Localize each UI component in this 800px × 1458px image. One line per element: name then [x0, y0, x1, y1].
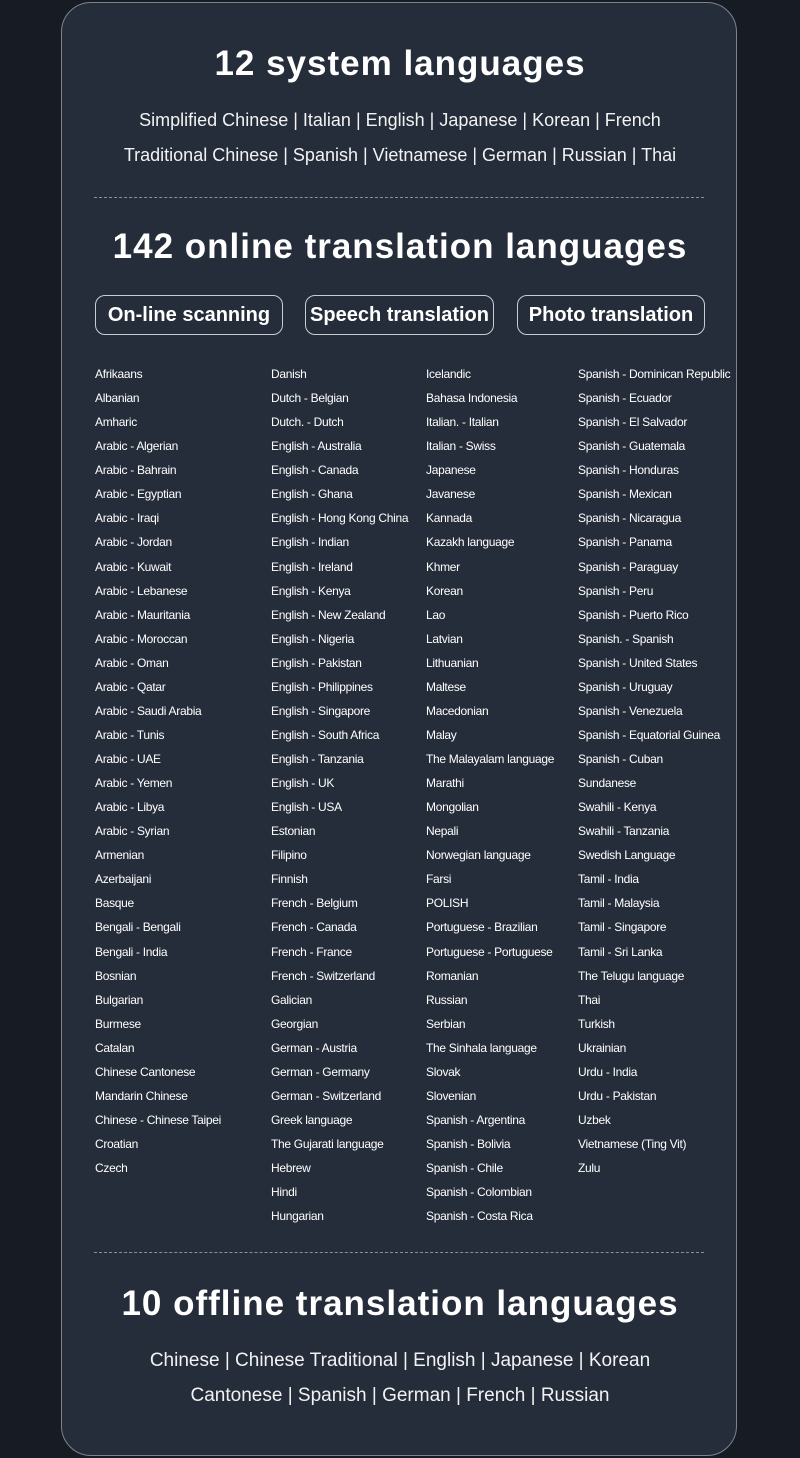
- language-item: Bengali - Bengali: [95, 920, 181, 935]
- language-item: Javanese: [426, 487, 475, 502]
- language-item: Korean: [426, 583, 463, 598]
- language-item: Icelandic: [426, 367, 471, 381]
- language-item: Urdu - India: [578, 1064, 638, 1079]
- language-item: Spanish - Panama: [578, 535, 672, 550]
- language-item: The Gujarati language: [271, 1137, 384, 1151]
- language-column-2: [271, 362, 408, 1228]
- language-item: French - France: [271, 944, 352, 959]
- language-item: Tamil - Malaysia: [578, 896, 660, 911]
- language-item: Arabic - Qatar: [95, 679, 166, 694]
- language-item: Spanish - Guatemala: [578, 439, 686, 454]
- language-item: Slovak: [426, 1064, 461, 1079]
- language-item: Kannada: [426, 511, 472, 526]
- language-item: Latvian: [426, 631, 463, 646]
- language-item: The Telugu language: [578, 968, 685, 983]
- language-item: Bahasa Indonesia: [426, 391, 518, 406]
- language-column-4: [578, 362, 730, 1180]
- language-item: Spanish - Chile: [426, 1161, 503, 1176]
- language-item: Dutch. - Dutch: [271, 415, 344, 430]
- language-item: Nepali: [426, 824, 459, 839]
- language-item: English - USA: [271, 800, 342, 815]
- language-item: Spanish - Uruguay: [578, 679, 673, 694]
- language-item: Danish: [271, 367, 307, 381]
- language-item: Bengali - India: [95, 944, 168, 959]
- language-item: English - UK: [271, 776, 335, 791]
- language-item: Romanian: [426, 968, 479, 983]
- language-item: English - Ireland: [271, 559, 353, 574]
- language-item: English - Singapore: [271, 703, 371, 718]
- language-item: English - Australia: [271, 439, 362, 454]
- language-item: Mongolian: [426, 800, 479, 815]
- language-item: Maltese: [426, 679, 466, 694]
- language-item: Spanish - Honduras: [578, 463, 679, 478]
- language-item: Italian - Swiss: [426, 439, 496, 454]
- language-item: Arabic - Syrian: [95, 824, 170, 839]
- language-item: Estonian: [271, 824, 316, 839]
- language-item: Thai: [578, 992, 601, 1007]
- language-item: Tamil - Singapore: [578, 920, 667, 935]
- language-item: Spanish - Peru: [578, 583, 654, 598]
- language-item: German - Germany: [271, 1064, 370, 1079]
- language-item: Slovenian: [426, 1088, 477, 1103]
- system-languages-title: 12 system languages: [214, 44, 586, 83]
- language-item: English - Philippines: [271, 679, 373, 694]
- language-item: Bosnian: [95, 968, 137, 983]
- language-item: English - Nigeria: [271, 631, 354, 646]
- language-item: English - South Africa: [271, 727, 380, 742]
- language-item: Spanish - Bolivia: [426, 1137, 511, 1151]
- language-item: Arabic - Kuwait: [95, 559, 172, 574]
- offline-languages-line-1: Chinese | Chinese Traditional | English | Japanese | Korean: [149, 1350, 651, 1371]
- language-item: Hungarian: [271, 1209, 324, 1224]
- language-item: Arabic - Moroccan: [95, 631, 188, 646]
- language-item: Armenian: [95, 848, 144, 863]
- language-item: Spanish - Equatorial Guinea: [578, 727, 720, 742]
- language-item: Georgian: [271, 1016, 318, 1031]
- language-item: Spanish - Dominican Republic: [578, 367, 731, 381]
- language-item: Spanish - Cuban: [578, 752, 663, 766]
- language-item: Spanish - Nicaragua: [578, 511, 682, 526]
- offline-languages-title: 10 offline translation languages: [121, 1284, 679, 1323]
- language-item: English - Tanzania: [271, 752, 364, 766]
- language-item: Spanish - Venezuela: [578, 703, 683, 718]
- language-item: Zulu: [578, 1161, 601, 1176]
- language-item: Hebrew: [271, 1161, 311, 1176]
- language-item: Sundanese: [578, 776, 637, 791]
- language-item: Farsi: [426, 872, 452, 887]
- language-item: Basque: [95, 896, 134, 911]
- dashed-divider: [94, 1252, 704, 1253]
- language-item: Amharic: [95, 415, 137, 430]
- system-languages-line-1: Simplified Chinese | Italian | English | Japanese | Korean | French: [139, 110, 661, 130]
- language-item: English - Pakistan: [271, 655, 362, 670]
- language-item: English - Hong Kong China: [271, 511, 409, 526]
- speech-translation-button[interactable]: Speech translation: [305, 295, 494, 335]
- system-languages-line-2: Traditional Chinese | Spanish | Vietnamese | German | Russian | Thai: [123, 145, 677, 165]
- language-item: Albanian: [95, 391, 140, 406]
- language-item: Turkish: [578, 1016, 615, 1031]
- dashed-divider: [94, 197, 704, 198]
- language-item: Uzbek: [578, 1112, 611, 1127]
- language-item: Arabic - Yemen: [95, 776, 173, 791]
- language-item: Spanish - El Salvador: [578, 415, 688, 430]
- language-item: Spanish - Colombian: [426, 1185, 532, 1200]
- language-item: Arabic - Lebanese: [95, 583, 188, 598]
- language-item: Arabic - Saudi Arabia: [95, 703, 202, 718]
- language-item: English - Indian: [271, 535, 349, 550]
- language-item: Macedonian: [426, 703, 489, 718]
- language-item: Chinese Cantonese: [95, 1064, 196, 1079]
- language-item: Russian: [426, 992, 468, 1007]
- language-item: Arabic - Iraqi: [95, 511, 159, 526]
- language-item: POLISH: [426, 896, 469, 911]
- language-item: Arabic - Bahrain: [95, 463, 177, 478]
- offline-languages-line-2: Cantonese | Spanish | German | French | Russian: [190, 1385, 610, 1406]
- language-item: Norwegian language: [426, 848, 531, 863]
- language-item: Lao: [426, 607, 446, 622]
- language-item: Czech: [95, 1161, 128, 1176]
- language-column-3: [426, 362, 554, 1228]
- language-item: Serbian: [426, 1016, 466, 1031]
- language-item: Arabic - Tunis: [95, 727, 165, 742]
- language-item: Spanish - Costa Rica: [426, 1209, 533, 1224]
- language-item: Arabic - UAE: [95, 752, 161, 766]
- language-item: Japanese: [426, 463, 476, 478]
- language-item: French - Belgium: [271, 896, 358, 911]
- language-item: Italian. - Italian: [426, 415, 499, 430]
- language-item: Finnish: [271, 872, 308, 887]
- language-item: English - Ghana: [271, 487, 353, 502]
- language-item: Khmer: [426, 559, 460, 574]
- language-item: Bulgarian: [95, 992, 144, 1007]
- language-item: French - Canada: [271, 920, 357, 935]
- language-item: Ukrainian: [578, 1040, 626, 1055]
- language-item: Arabic - Algerian: [95, 439, 178, 454]
- language-item: Catalan: [95, 1040, 135, 1055]
- language-item: Arabic - Jordan: [95, 535, 172, 550]
- language-item: Spanish - Mexican: [578, 487, 672, 502]
- language-item: Swahili - Tanzania: [578, 824, 670, 839]
- language-item: Arabic - Egyptian: [95, 487, 182, 502]
- language-item: Arabic - Mauritania: [95, 607, 191, 622]
- language-item: Spanish - Puerto Rico: [578, 607, 689, 622]
- language-item: Spanish - United States: [578, 655, 698, 670]
- online-scanning-button[interactable]: On-line scanning: [95, 295, 283, 335]
- language-item: Spanish. - Spanish: [578, 631, 674, 646]
- language-item: The Sinhala language: [426, 1040, 537, 1055]
- language-item: French - Switzerland: [271, 968, 376, 983]
- language-item: Portuguese - Portuguese: [426, 944, 553, 959]
- language-item: German - Austria: [271, 1040, 357, 1055]
- language-item: Hindi: [271, 1185, 297, 1200]
- language-column-1: [95, 362, 221, 1180]
- language-item: Spanish - Argentina: [426, 1112, 526, 1127]
- language-item: Malay: [426, 727, 457, 742]
- language-item: The Malayalam language: [426, 752, 555, 766]
- online-languages-title: 142 online translation languages: [112, 227, 688, 266]
- language-item: Kazakh language: [426, 535, 515, 550]
- language-item: Dutch - Belgian: [271, 391, 349, 406]
- language-item: Spanish - Ecuador: [578, 391, 672, 406]
- language-item: English - Kenya: [271, 583, 351, 598]
- language-item: Arabic - Libya: [95, 800, 165, 815]
- language-item: Portuguese - Brazilian: [426, 920, 538, 935]
- language-item: Urdu - Pakistan: [578, 1088, 657, 1103]
- language-item: Greek language: [271, 1112, 353, 1127]
- language-item: Chinese - Chinese Taipei: [95, 1112, 221, 1127]
- language-item: Swedish Language: [578, 848, 676, 863]
- language-item: German - Switzerland: [271, 1088, 382, 1103]
- language-item: English - New Zealand: [271, 607, 386, 622]
- language-item: Afrikaans: [95, 367, 143, 381]
- language-item: Azerbaijani: [95, 872, 152, 887]
- language-item: Burmese: [95, 1016, 141, 1031]
- language-item: Croatian: [95, 1137, 138, 1151]
- language-item: Arabic - Oman: [95, 655, 169, 670]
- language-item: Vietnamese (Ting Vit): [578, 1137, 687, 1151]
- language-item: Galician: [271, 992, 312, 1007]
- language-item: Tamil - India: [578, 872, 639, 887]
- photo-translation-button[interactable]: Photo translation: [517, 295, 705, 335]
- language-item: Spanish - Paraguay: [578, 559, 678, 574]
- language-item: Filipino: [271, 848, 307, 863]
- language-item: Lithuanian: [426, 655, 479, 670]
- language-item: Marathi: [426, 776, 464, 791]
- language-item: Mandarin Chinese: [95, 1088, 188, 1103]
- language-item: Swahili - Kenya: [578, 800, 657, 815]
- language-item: Tamil - Sri Lanka: [578, 944, 663, 959]
- language-item: English - Canada: [271, 463, 359, 478]
